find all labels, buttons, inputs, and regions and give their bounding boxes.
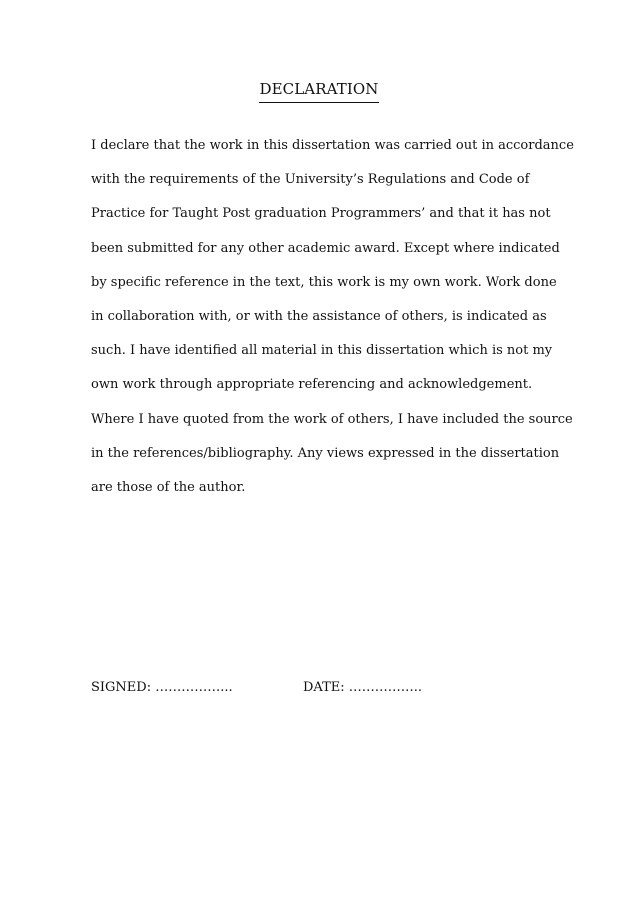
body-line-3: Practice for Taught Post graduation Programmers’ and that it has not xyxy=(91,206,551,222)
body-line-7: such. I have identified all material in this dissertation which is not my xyxy=(91,343,553,359)
declaration-title xyxy=(0,80,638,103)
body-line-1: I declare that the work in this dissertation was carried out in accordance xyxy=(91,138,574,153)
body-line-9: Where I have quoted from the work of others, I have included the source xyxy=(91,411,573,427)
date-field: DATE: …………….. xyxy=(303,680,423,695)
body-line-2: with the requirements of the University’s Regulations and Code of xyxy=(91,172,530,188)
body-line-8: own work through appropriate referencing and acknowledgement. xyxy=(91,377,533,393)
signed-field: SIGNED: ……………... xyxy=(91,680,233,695)
body-line-5: by specific reference in the text, this work is my own work. Work done xyxy=(91,274,557,290)
declaration-body xyxy=(91,136,574,512)
body-line-6: in collaboration with, or with the assistance of others, is indicated as xyxy=(91,308,547,324)
body-line-11: are those of the author. xyxy=(91,479,246,495)
body-line-4: been submitted for any other academic award. Except where indicated xyxy=(91,240,560,256)
declaration-title-text: DECLARATION xyxy=(259,80,378,103)
body-line-10: in the references/bibliography. Any views expressed in the dissertation xyxy=(91,445,560,461)
